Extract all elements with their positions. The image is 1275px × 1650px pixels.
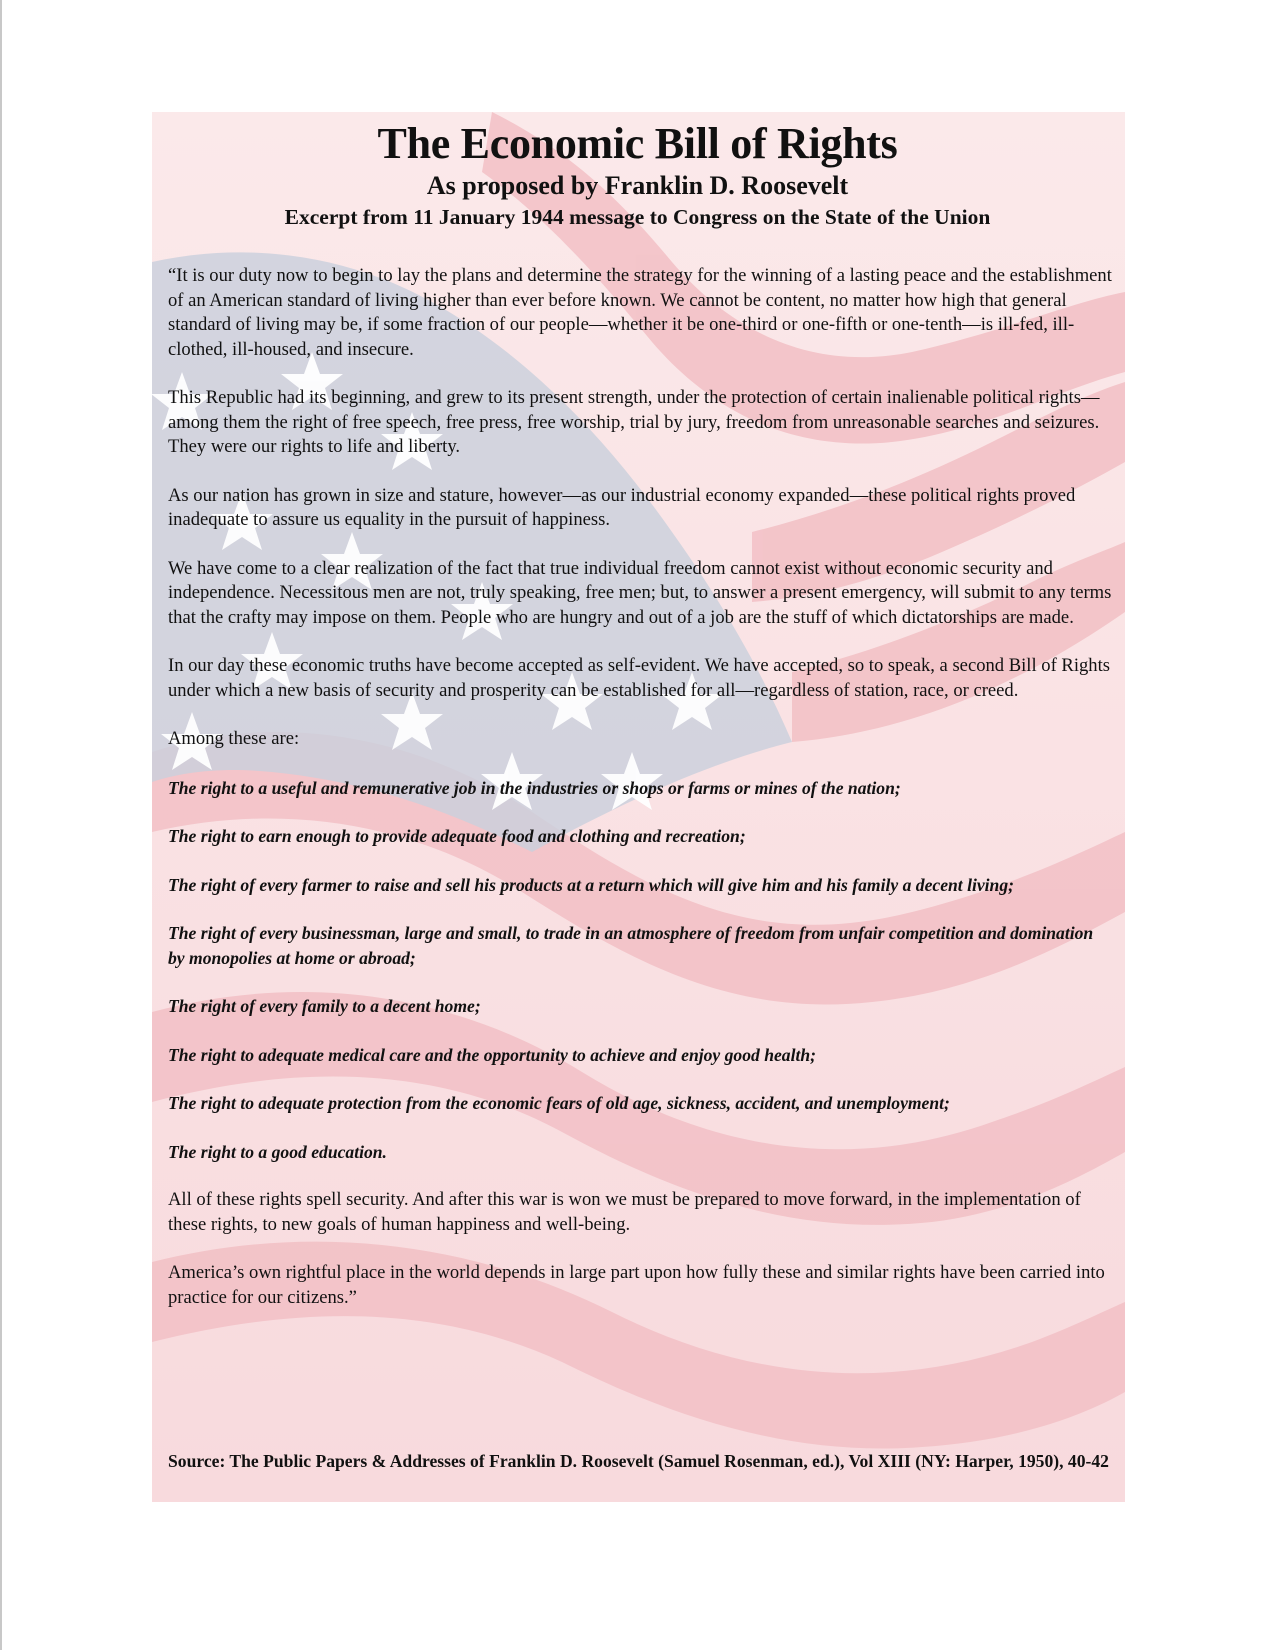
right-item: The right to a useful and remunerative job in the industries or shops or farms or mines of the nation;	[168, 777, 901, 798]
document-header	[0, 118, 1275, 232]
paragraph: This Republic had its beginning, and grew to its present strength, under the protection of certain inalienable political rights—among them the right of free speech, free press, free worship, trial by jury, freedom from unreasonable searches and seizures. They were our rights to life and liberty.	[168, 387, 1100, 457]
right-item: The right to adequate protection from the economic fears of old age, sickness, accident, and unemployment;	[168, 1093, 950, 1113]
right-item: The right to a good education.	[168, 1141, 387, 1162]
right-item: The right to adequate medical care and the opportunity to achieve and enjoy good health;	[168, 1044, 817, 1065]
closing-paragraph: All of these rights spell security. And after this war is won we must be prepared to move forward, in the implementation of these rights, to new goals of human happiness and well-being.	[168, 1189, 1081, 1235]
right-item: The right of every family to a decent home;	[168, 996, 481, 1016]
paragraph-among-these: Among these are:	[168, 728, 300, 749]
document-title: The Economic Bill of Rights	[377, 119, 898, 168]
source-citation: Source: The Public Papers & Addresses of Franklin D. Roosevelt (Samuel Rosenman, ed.), Vol XIII (NY: Harper, 1950), 40-42	[168, 1451, 1109, 1471]
paragraph: As our nation has grown in size and stature, however—as our industrial economy expanded—these political rights proved inadequate to assure us equality in the pursuit of happiness.	[168, 484, 1076, 530]
paragraph: “It is our duty now to begin to lay the plans and determine the strategy for the winning of a lasting peace and the establishment of an American standard of living higher than ever before known. We cannot be content, no matter how high that general standard of living may be, if some fraction of our people—whether it be one-third or one-fifth or one-tenth—is ill-fed, ill-clothed, ill-housed, and insecure.	[168, 265, 1112, 360]
right-item: The right of every farmer to raise and sell his products at a return which will give him and his family a decent living;	[168, 874, 1014, 895]
document-subtitle: As proposed by Franklin D. Roosevelt	[426, 171, 849, 200]
paragraph: We have come to a clear realization of the fact that true individual freedom cannot exist without economic security and independence. Necessitous men are not, truly speaking, free men; but, to answer a present emergency, will submit to any terms that the crafty may impose on them. People who are hungry and out of a job are the stuff of which dictatorships are made.	[168, 557, 1112, 628]
speech-text	[168, 264, 1113, 1334]
paragraph: In our day these economic truths have become accepted as self-evident. We have accepted, so to speak, a second Bill of Rights under which a new basis of security and prosperity can be established for all—regardless of station, race, or creed.	[168, 655, 1110, 701]
excerpt-line: Excerpt from 11 January 1944 message to Congress on the State of the Union	[284, 205, 991, 229]
right-item: The right to earn enough to provide adequate food and clothing and recreation;	[168, 826, 746, 846]
closing-paragraph: America’s own rightful place in the world depends in large part upon how fully these and similar rights have been carried into practice for our citizens.”	[168, 1262, 1105, 1308]
right-item: The right of every businessman, large and small, to trade in an atmosphere of freedom from unfair competition and domination by monopolies at home or abroad;	[168, 923, 1094, 968]
